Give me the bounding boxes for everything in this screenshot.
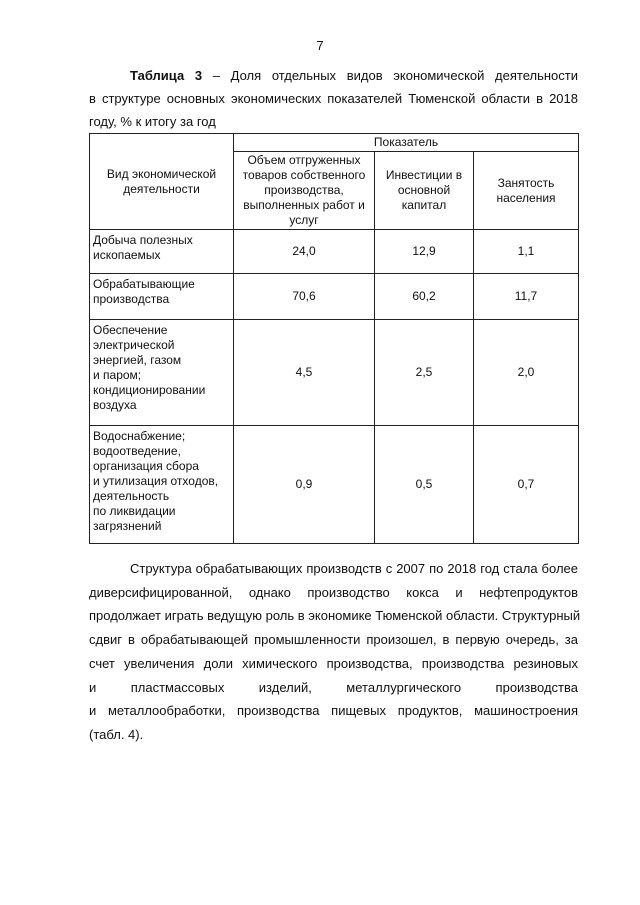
cell-value: 11,7 — [474, 274, 579, 320]
paragraph-line: (табл. 4). — [89, 726, 144, 742]
cell-value: 1,1 — [474, 230, 579, 274]
paragraph-line: и металлообработки, производства пищевых продуктов, машиностроения — [89, 703, 578, 719]
header-group: Показатель — [234, 134, 579, 152]
page-number: 7 — [316, 38, 324, 53]
header-employment: Занятость населения — [474, 152, 579, 230]
table-body — [90, 230, 579, 544]
row-label: Добыча полезных ископаемых — [90, 230, 234, 274]
paragraph-line: продолжает играть ведущую роль в экономике Тюменской области. Структурный — [89, 608, 581, 624]
table-row — [90, 320, 579, 426]
header-activity: Вид экономической деятельности — [90, 134, 234, 230]
caption-line-3: году, % к итогу за год — [89, 114, 216, 129]
cell-value: 60,2 — [375, 274, 474, 320]
paragraph-line: диверсифицированной, однако производство кокса и нефтепродуктов — [89, 584, 578, 600]
cell-value: 0,9 — [234, 426, 375, 544]
row-label: Водоснабжение; водоотведение, организация сбора и утилизация отходов, деятельность по ликвидации загрязнений — [90, 426, 234, 544]
data-table — [89, 133, 579, 544]
cell-value: 4,5 — [234, 320, 375, 426]
cell-value: 0,7 — [474, 426, 579, 544]
paragraph-line: счет увеличения доли химического производства, производства резиновых — [89, 655, 578, 671]
paragraph-line: Структура обрабатывающих производств с 2007 по 2018 год стала более — [130, 561, 578, 576]
table-label: Таблица 3 — [130, 68, 203, 83]
cell-value: 2,5 — [375, 320, 474, 426]
paragraph-line: и пластмассовых изделий, металлургического производства — [89, 679, 578, 695]
cell-value: 24,0 — [234, 230, 375, 274]
cell-value: 0,5 — [375, 426, 474, 544]
cell-value: 70,6 — [234, 274, 375, 320]
paragraph-line: сдвиг в обрабатывающей промышленности произошел, в первую очередь, за — [89, 632, 578, 648]
table-row — [90, 426, 579, 544]
body-paragraph — [89, 557, 581, 747]
table-caption — [89, 64, 578, 133]
cell-value: 12,9 — [375, 230, 474, 274]
table-row — [90, 230, 579, 274]
table-row — [90, 274, 579, 320]
header-shipment: Объем отгруженных товаров собственного производства, выполненных работ и услуг — [234, 152, 375, 230]
caption-line-1: Таблица 3 – Доля отдельных видов экономической деятельности — [130, 68, 578, 83]
row-label: Обеспечение электрической энергией, газом и паром; кондиционировании воздуха — [90, 320, 234, 426]
header-investment: Инвестиции в основной капитал — [375, 152, 474, 230]
cell-value: 2,0 — [474, 320, 579, 426]
row-label: Обрабатывающие производства — [90, 274, 234, 320]
caption-line-2: в структуре основных экономических показателей Тюменской области в 2018 — [89, 91, 578, 106]
